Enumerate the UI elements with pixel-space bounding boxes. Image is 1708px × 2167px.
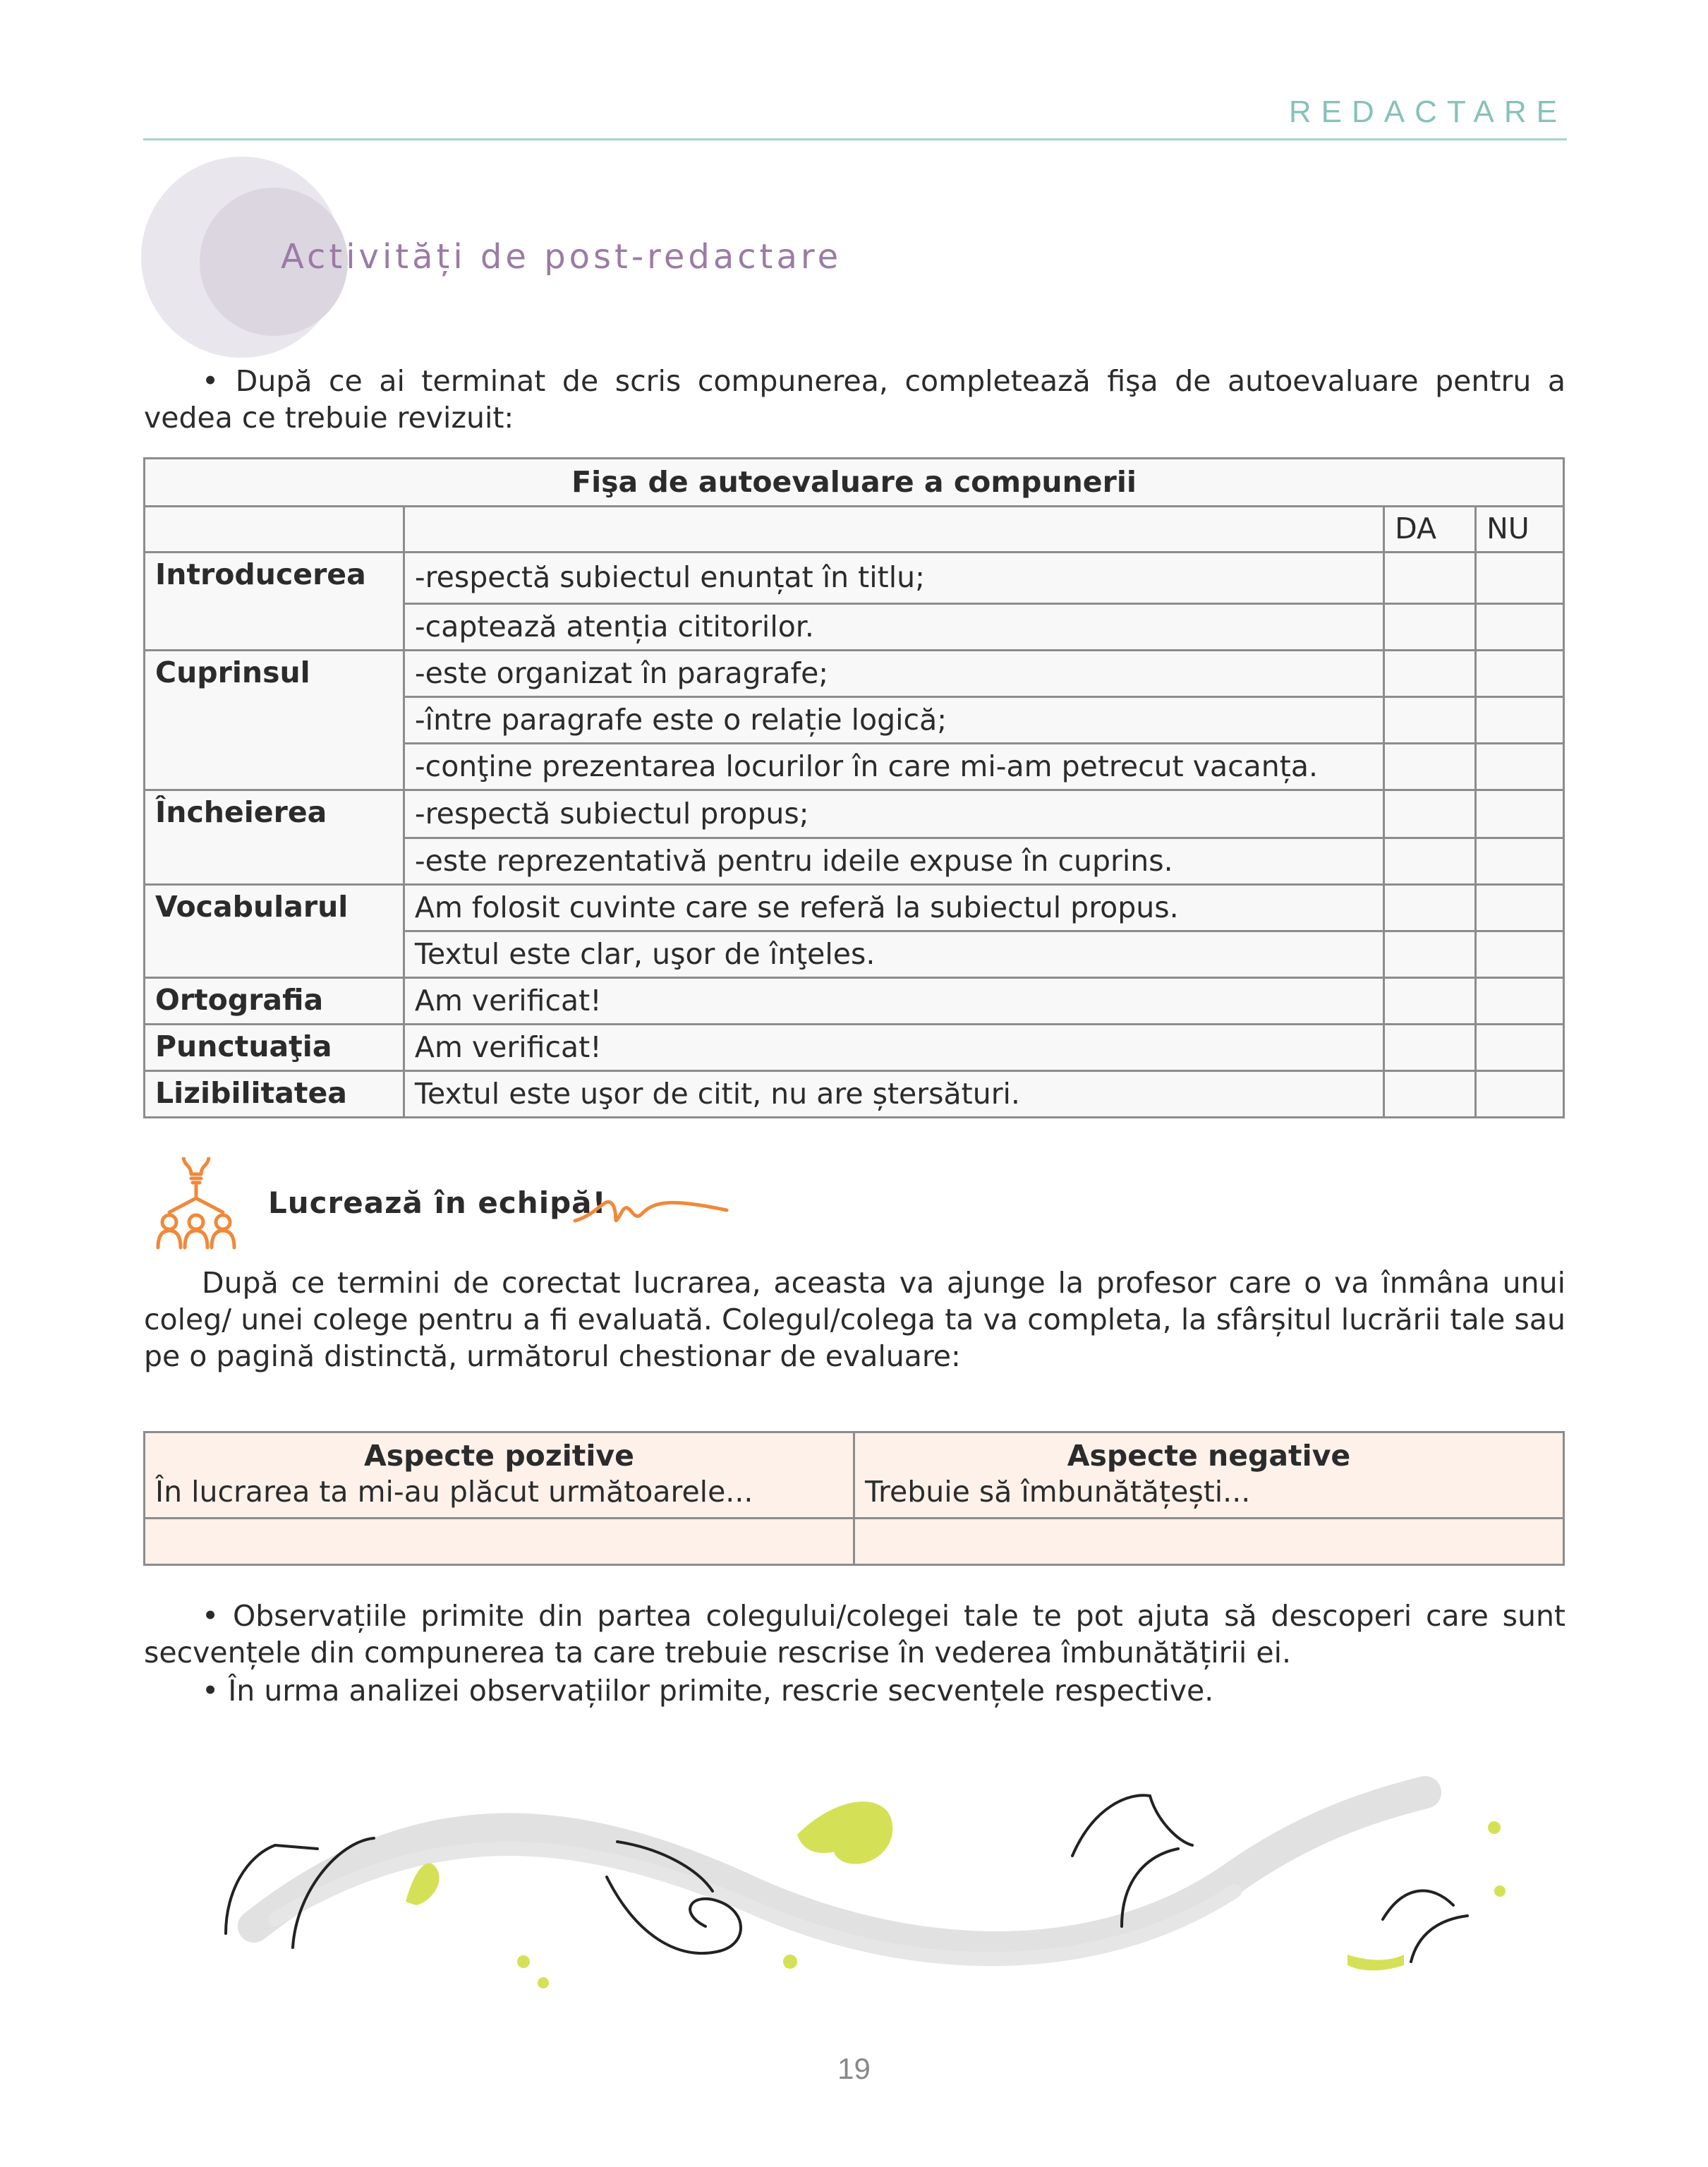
header-divider xyxy=(143,138,1567,140)
checkbox-da-cell[interactable] xyxy=(1384,697,1476,744)
criterion-item: Textul este clar, uşor de înţeles. xyxy=(404,931,1383,978)
criterion-item: -respectă subiectul enunțat în titlu; xyxy=(404,553,1383,604)
checkbox-nu-cell[interactable] xyxy=(1476,885,1564,931)
teamwork-lightbulb-icon xyxy=(147,1157,246,1256)
criterion-cell: Lizibilitatea xyxy=(145,1071,404,1118)
criterion-item: Textul este uşor de citit, nu are ștersături. xyxy=(404,1071,1383,1118)
criterion-item: Am verificat! xyxy=(404,1025,1383,1071)
checkbox-nu-cell[interactable] xyxy=(1476,790,1564,838)
checkbox-da-cell[interactable] xyxy=(1384,604,1476,651)
checkbox-nu-cell[interactable] xyxy=(1476,553,1564,604)
checkbox-nu-cell[interactable] xyxy=(1476,604,1564,651)
criterion-cell: Ortografia xyxy=(145,978,404,1025)
checkbox-da-cell[interactable] xyxy=(1384,838,1476,885)
empty-header-cell xyxy=(404,507,1383,553)
checkbox-da-cell[interactable] xyxy=(1384,651,1476,697)
negative-aspects-prompt: Trebuie să îmbunătățești... xyxy=(865,1475,1251,1509)
checkbox-da-cell[interactable] xyxy=(1384,1071,1476,1118)
checkbox-da-cell[interactable] xyxy=(1384,978,1476,1025)
decorative-squiggle xyxy=(571,1185,734,1235)
intro-paragraph: • După ce ai terminat de scris compunerea, completează fişa de autoevaluare pentru a vedea ce trebuie revizuit: xyxy=(144,364,1565,435)
table-title: Fişa de autoevaluare a compunerii xyxy=(145,459,1564,507)
criterion-cell: Punctuaţia xyxy=(145,1025,404,1071)
negative-aspects-answer-cell[interactable] xyxy=(854,1519,1564,1565)
table-row xyxy=(145,790,1564,838)
criterion-item: -conţine prezentarea locurilor în care mi-am petrecut vacanța. xyxy=(404,744,1383,790)
criterion-cell: Vocabularul xyxy=(145,885,404,978)
criterion-item: -între paragrafe este o relație logică; xyxy=(404,697,1383,744)
table-row xyxy=(145,978,1564,1025)
checkbox-da-cell[interactable] xyxy=(1384,790,1476,838)
table-row xyxy=(145,1071,1564,1118)
checkbox-da-cell[interactable] xyxy=(1384,553,1476,604)
checkbox-nu-cell[interactable] xyxy=(1476,978,1564,1025)
checkbox-nu-cell[interactable] xyxy=(1476,651,1564,697)
checkbox-nu-cell[interactable] xyxy=(1476,931,1564,978)
checkbox-nu-cell[interactable] xyxy=(1476,1025,1564,1071)
checkbox-nu-cell[interactable] xyxy=(1476,697,1564,744)
section-title: Activități de post-redactare xyxy=(281,237,842,277)
negative-aspects-title: Aspecte negative xyxy=(1067,1439,1351,1473)
criterion-cell: Încheierea xyxy=(145,790,404,885)
checkbox-nu-cell[interactable] xyxy=(1476,744,1564,790)
team-work-title: Lucrează în echipă! xyxy=(268,1185,607,1220)
self-evaluation-table xyxy=(143,457,1565,1118)
page-number: 19 xyxy=(837,2052,871,2085)
column-header-da: DA xyxy=(1384,507,1476,553)
criterion-cell: Cuprinsul xyxy=(145,651,404,790)
closing-paragraph-1: • Observațiile primite din partea colegului/colegei tale te pot ajuta să descoperi care sunt secvențele din compunerea ta care trebuie rescrise în vederea îmbunătățirii ei. xyxy=(144,1599,1565,1670)
checkbox-da-cell[interactable] xyxy=(1384,744,1476,790)
checkbox-da-cell[interactable] xyxy=(1384,1025,1476,1071)
section-label: REDACTARE xyxy=(1288,95,1567,129)
criterion-item: Am verificat! xyxy=(404,978,1383,1025)
team-work-paragraph: După ce termini de corectat lucrarea, aceasta va ajunge la profesor care o va înmâna unui coleg/ unei colege pentru a fi evaluată. Colegul/colega ta va completa, la sfârșitul lucrării tale sau pe o pagină distinctă, următorul chestionar de evaluare: xyxy=(144,1266,1565,1373)
negative-aspects-header xyxy=(854,1432,1564,1519)
closing-paragraph-2: • În urma analizei observațiilor primite, rescrie secvențele respective. xyxy=(202,1674,1214,1708)
positive-aspects-header xyxy=(145,1432,854,1519)
criterion-cell: Introducerea xyxy=(145,553,404,651)
checkbox-nu-cell[interactable] xyxy=(1476,838,1564,885)
positive-aspects-prompt: În lucrarea ta mi-au plăcut următoarele... xyxy=(155,1475,753,1509)
criterion-item: -respectă subiectul propus; xyxy=(404,790,1383,838)
positive-aspects-answer-cell[interactable] xyxy=(145,1519,854,1565)
table-row xyxy=(145,1025,1564,1071)
criterion-item: -este reprezentativă pentru ideile expuse în cuprins. xyxy=(404,838,1383,885)
checkbox-nu-cell[interactable] xyxy=(1476,1071,1564,1118)
column-header-nu: NU xyxy=(1476,507,1564,553)
criterion-item: Am folosit cuvinte care se referă la subiectul propus. xyxy=(404,885,1383,931)
table-row xyxy=(145,553,1564,604)
checkbox-da-cell[interactable] xyxy=(1384,885,1476,931)
criterion-item: -este organizat în paragrafe; xyxy=(404,651,1383,697)
criterion-item: -captează atenția cititorilor. xyxy=(404,604,1383,651)
positive-aspects-title: Aspecte pozitive xyxy=(364,1439,634,1473)
decorative-illustration xyxy=(212,1750,1524,2004)
empty-header-cell xyxy=(145,507,404,553)
checkbox-da-cell[interactable] xyxy=(1384,931,1476,978)
peer-evaluation-table xyxy=(143,1431,1565,1566)
table-row xyxy=(145,651,1564,697)
table-row xyxy=(145,885,1564,931)
